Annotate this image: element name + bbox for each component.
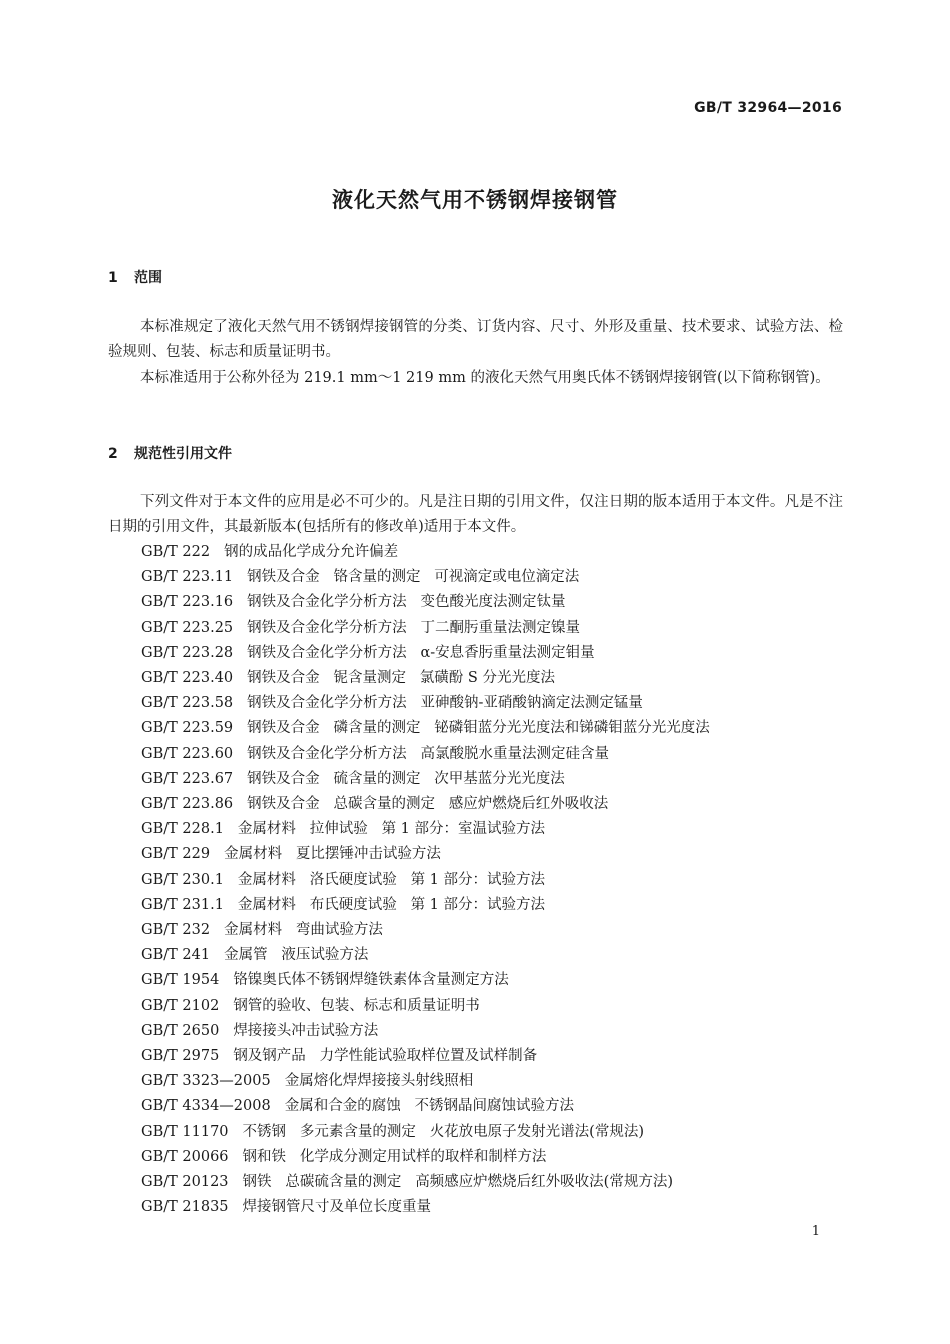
reference-title-part: 金属材料 [237, 896, 296, 913]
reference-title-part: 洛氏硬度试验 [309, 871, 397, 888]
scope-paragraph-1: 本标准规定了液化天然气用不锈钢焊接钢管的分类、订货内容、尺寸、外形及重量、技术要求、试验方法、检验规则、包装、标志和质量证明书。 [108, 319, 843, 360]
reference-title-part: 铌含量测定 [333, 670, 406, 687]
reference-title-part: 钢铁及合金 [247, 796, 320, 813]
reference-code: GB/T 230.1 [141, 871, 224, 888]
reference-item [141, 616, 710, 641]
scope-paragraph-2: 本标准适用于公称外径为 219.1 mm～1 219 mm 的液化天然气用奥氏体不锈钢焊接钢管(以下简称钢管)。 [140, 370, 830, 386]
reference-title [224, 544, 398, 560]
reference-title-part: 液压试验方法 [281, 947, 369, 964]
reference-title-part: 钢管的验收、包装、标志和质量证明书 [233, 997, 480, 1014]
reference-code: GB/T 223.28 [141, 644, 234, 661]
section-number: 1 [108, 270, 118, 286]
reference-code: GB/T 223.16 [141, 594, 234, 611]
reference-title-part: 变色酸光度法测定钛量 [420, 594, 566, 611]
reference-title [247, 695, 643, 711]
reference-title-part: 钢铁及合金 [247, 770, 320, 787]
reference-item [141, 540, 710, 565]
reference-title [224, 846, 441, 862]
reference-title [247, 569, 579, 585]
reference-code: GB/T 2102 [141, 997, 220, 1014]
reference-item [141, 1044, 710, 1069]
reference-code: GB/T 21835 [141, 1199, 229, 1216]
standard-code: GB/T 32964—2016 [694, 100, 842, 116]
reference-title-part: 弯曲试验方法 [295, 922, 383, 939]
reference-item [141, 565, 710, 590]
reference-title [247, 645, 595, 661]
reference-title-part: 钢铁及合金 [247, 569, 320, 586]
reference-title-part: 金属材料 [237, 871, 296, 888]
reference-title-part: 次甲基蓝分光光度法 [434, 770, 565, 787]
reference-code: GB/T 228.1 [141, 821, 224, 838]
reference-title-part: 夏比摆锤冲击试验方法 [295, 846, 441, 863]
reference-code: GB/T 223.11 [141, 569, 234, 586]
page-number: 1 [811, 1224, 820, 1239]
reference-code: GB/T 223.59 [141, 720, 234, 737]
reference-title [247, 620, 580, 636]
reference-title [224, 922, 383, 938]
reference-code: GB/T 231.1 [141, 896, 224, 913]
reference-title-part: 金属材料 [224, 922, 283, 939]
reference-code: GB/T 223.58 [141, 695, 234, 712]
document-title: 液化天然气用不锈钢焊接钢管 [332, 188, 618, 212]
reference-title-part: 可视滴定或电位滴定法 [434, 569, 580, 586]
reference-title-part: 金属材料 [237, 821, 296, 838]
reference-title-part: 第 1 部分：室温试验方法 [381, 821, 546, 838]
reference-title-part: 铬镍奥氏体不锈钢焊缝铁素体含量测定方法 [233, 972, 509, 989]
reference-title-part: 总碳硫含量的测定 [285, 1174, 402, 1191]
section-1-heading [108, 267, 162, 287]
reference-item [141, 918, 710, 943]
reference-item [141, 666, 710, 691]
normative-references-list [141, 540, 710, 1220]
reference-code: GB/T 2650 [141, 1022, 220, 1039]
reference-title-part: 火花放电原子发射光谱法(常规法) [429, 1123, 645, 1140]
reference-title-part: 钢铁及合金 [247, 720, 320, 737]
reference-item [141, 1120, 710, 1145]
reference-title-part: 拉伸试验 [309, 821, 368, 838]
reference-code: GB/T 229 [141, 846, 211, 863]
reference-title-part: 多元素含量的测定 [299, 1123, 416, 1140]
reference-title-part: 金属和合金的腐蚀 [284, 1098, 401, 1115]
reference-title-part: 钢铁及合金化学分析方法 [247, 594, 407, 611]
reference-item [141, 1195, 710, 1220]
reference-title [285, 1098, 574, 1114]
reference-title-part: 不锈钢 [242, 1123, 287, 1140]
reference-title-part: 钢铁 [242, 1174, 272, 1191]
reference-title [247, 796, 608, 812]
reference-item [141, 641, 710, 666]
section-2-heading [108, 443, 232, 463]
reference-title-part: 焊接接头冲击试验方法 [233, 1022, 379, 1039]
reference-code: GB/T 20123 [141, 1174, 229, 1191]
reference-code: GB/T 2975 [141, 1048, 220, 1065]
reference-item [141, 792, 710, 817]
section-number: 2 [108, 446, 118, 462]
reference-item [141, 1094, 710, 1119]
reference-code: GB/T 223.60 [141, 745, 234, 762]
reference-item [141, 868, 710, 893]
reference-title [247, 594, 565, 610]
reference-title [247, 771, 565, 787]
reference-title-part: 钢铁及合金 [247, 670, 320, 687]
reference-code: GB/T 223.40 [141, 670, 234, 687]
reference-title [233, 1023, 378, 1039]
reference-title [238, 897, 545, 913]
reference-item [141, 590, 710, 615]
reference-title [233, 998, 480, 1014]
reference-item [141, 968, 710, 993]
reference-item [141, 1145, 710, 1170]
reference-item [141, 1069, 710, 1094]
reference-title-part: 焊接钢管尺寸及单位长度重量 [242, 1199, 432, 1216]
reference-title-part: 丁二酮肟重量法测定镍量 [420, 619, 580, 636]
reference-item [141, 716, 710, 741]
reference-title-part: 硫含量的测定 [333, 770, 421, 787]
reference-title-part: 力学性能试验取样位置及试样制备 [319, 1048, 538, 1065]
reference-title [247, 670, 555, 686]
reference-code: GB/T 223.67 [141, 770, 234, 787]
reference-title-part: 金属材料 [224, 846, 283, 863]
reference-code: GB/T 1954 [141, 972, 220, 989]
reference-item [141, 1170, 710, 1195]
reference-title-part: 高氯酸脱水重量法测定硅含量 [420, 745, 609, 762]
reference-title-part: 布氏硬度试验 [309, 896, 397, 913]
reference-title [243, 1174, 673, 1190]
reference-title-part: 感应炉燃烧后红外吸收法 [448, 796, 609, 813]
reference-title-part: 不锈钢晶间腐蚀试验方法 [414, 1098, 575, 1115]
reference-title-part: 金属管 [224, 947, 268, 964]
reference-title [247, 746, 609, 762]
reference-title [285, 1073, 474, 1089]
reference-title [247, 720, 710, 736]
reference-title-part: 铋磷钼蓝分光光度法和锑磷钼蓝分光光度法 [434, 720, 710, 737]
reference-title [238, 821, 545, 837]
reference-title-part: 钢和铁 [242, 1148, 287, 1165]
reference-title-part: 钢的成品化学成分允许偏差 [224, 544, 399, 560]
reference-title-part: 总碳含量的测定 [333, 796, 435, 813]
reference-title-part: 氯磺酚 S 分光光度法 [419, 670, 555, 687]
reference-code: GB/T 223.25 [141, 619, 234, 636]
section-title: 范围 [134, 270, 162, 286]
reference-code: GB/T 222 [141, 544, 211, 560]
reference-title-part: 钢及钢产品 [233, 1048, 306, 1065]
reference-title [243, 1149, 547, 1165]
reference-title-part: 高频感应炉燃烧后红外吸收法(常规方法) [415, 1174, 673, 1191]
reference-item [141, 1019, 710, 1044]
reference-title [224, 947, 368, 963]
reference-item [141, 994, 710, 1019]
reference-code: GB/T 20066 [141, 1148, 229, 1165]
reference-title-part: 第 1 部分：试验方法 [410, 871, 546, 888]
reference-title-part: 亚砷酸钠-亚硝酸钠滴定法测定锰量 [420, 695, 643, 712]
reference-title-part: 钢铁及合金化学分析方法 [247, 745, 407, 762]
reference-item [141, 767, 710, 792]
reference-item [141, 691, 710, 716]
reference-title [233, 1048, 537, 1064]
reference-title [243, 1124, 644, 1140]
reference-title-part: 第 1 部分：试验方法 [410, 896, 546, 913]
reference-title-part: 金属熔化焊焊接接头射线照相 [284, 1073, 474, 1090]
reference-title-part: 钢铁及合金化学分析方法 [247, 695, 407, 712]
reference-title-part: 钢铁及合金化学分析方法 [247, 619, 407, 636]
reference-title [233, 972, 509, 988]
reference-title-part: 钢铁及合金化学分析方法 [247, 644, 407, 661]
reference-title-part: α-安息香肟重量法测定钼量 [420, 644, 595, 661]
reference-code: GB/T 4334—2008 [141, 1098, 271, 1115]
reference-item [141, 742, 710, 767]
reference-code: GB/T 3323—2005 [141, 1073, 271, 1090]
reference-title-part: 铬含量的测定 [333, 569, 421, 586]
reference-item [141, 842, 710, 867]
references-intro-paragraph: 下列文件对于本文件的应用是必不可少的。凡是注日期的引用文件，仅注日期的版本适用于本文件。凡是不注日期的引用文件，其最新版本(包括所有的修改单)适用于本文件。 [108, 494, 843, 535]
reference-item [141, 893, 710, 918]
reference-title [243, 1199, 432, 1215]
reference-code: GB/T 223.86 [141, 796, 234, 813]
reference-code: GB/T 11170 [141, 1123, 229, 1140]
reference-code: GB/T 241 [141, 947, 211, 964]
reference-item [141, 943, 710, 968]
reference-title-part: 磷含量的测定 [333, 720, 421, 737]
reference-title [238, 872, 545, 888]
reference-code: GB/T 232 [141, 922, 211, 939]
reference-title-part: 化学成分测定用试样的取样和制样方法 [299, 1148, 547, 1165]
section-title: 规范性引用文件 [134, 446, 232, 462]
reference-item [141, 817, 710, 842]
